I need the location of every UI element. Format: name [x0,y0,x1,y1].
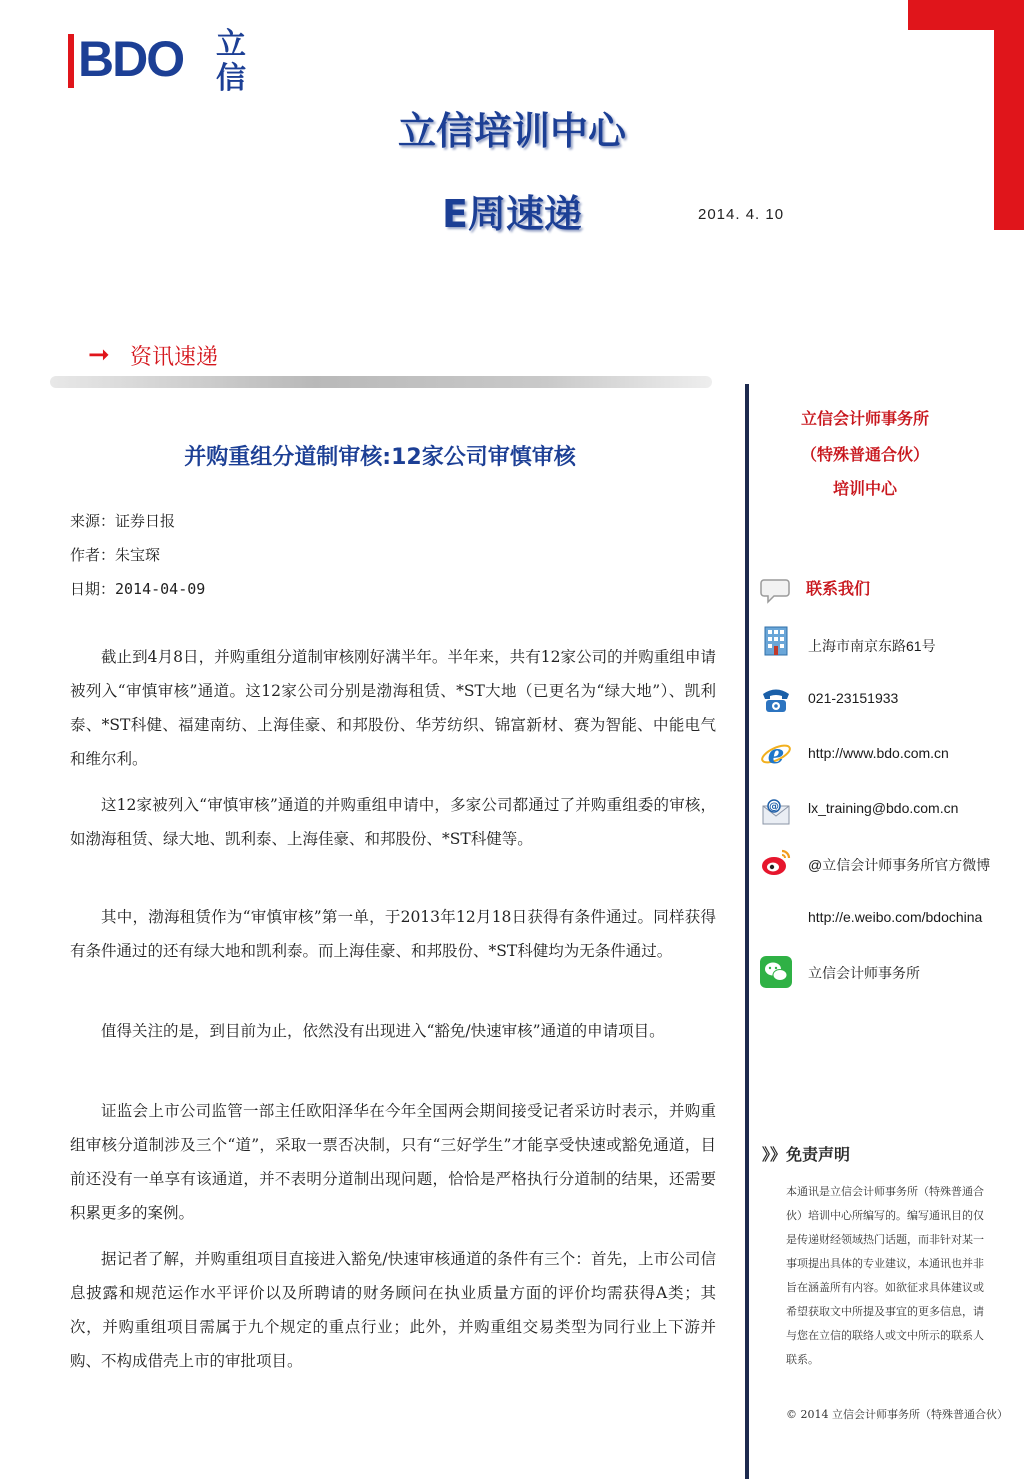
article-paragraph-5: 证监会上市公司监管一部主任欧阳泽华在今年全国两会期间接受记者采访时表示，并购重组审核分道制涉及三个“道”，采取一票否决制，只有“三好学生”才能享受快速或豁免通道，目前还没有一单享有该通道，并不表明分道制出现问题，恰恰是严格执行分道制的结果，还需要积累更多的案例。 [70,1102,716,1222]
article-date: 日期：2014-04-09 [70,580,206,598]
contact-weibo-url[interactable]: http://e.weibo.com/bdochina [808,909,983,925]
contact-website[interactable]: http://www.bdo.com.cn [808,745,949,761]
issue-date: 2014. 4. 10 [698,206,785,223]
svg-text:e: e [767,740,785,770]
article-paragraph-1: 截止到4月8日，并购重组分道制审核刚好满半年。半年来，共有12家公司的并购重组申请被列入“审慎审核”通道。这12家公司分别是渤海租赁、*ST大地（已更名为“绿大地”）、凯利泰、*ST科健、福建南纺、上海佳豪、和邦股份、华芳纺织、锦富新材、赛为智能、中能电气和维尔利。 [70,648,716,768]
article-title: 并购重组分道制审核:12家公司审慎审核 [184,445,576,470]
logo-text: BDO [78,31,184,87]
article-source: 来源：证券日报 [70,512,176,530]
svg-text:@: @ [769,801,779,813]
contact-address: 上海市南京东路61号 [808,638,936,654]
weibo-icon [760,846,792,878]
firm-type: （特殊普通合伙） [800,445,929,464]
section-divider [50,376,712,388]
disclaimer-heading: 》》免责声明 [762,1145,851,1164]
article-paragraph-2: 这12家被列入“审慎审核”通道的并购重组申请中，多家公司都通过了并购重组委的审核，如渤海租赁、绿大地、凯利泰、上海佳豪、和邦股份、*ST科健等。 [70,796,716,848]
contact-wechat: 立信会计师事务所 [808,965,920,981]
wechat-icon [760,956,792,988]
bdo-logo [68,28,268,100]
building-icon [760,624,792,656]
logo-red-bar [68,34,74,88]
article-paragraph-6: 据记者了解，并购重组项目直接进入豁免/快速审核通道的条件有三个：首先，上市公司信息披露和规范运作水平评价以及所聘请的财务顾问在执业质量方面的评价均需获得A类；其次，并购重组项目需属于九个规定的重点行业；此外，并购重组交易类型为同行业上下游并购、不构成借壳上市的审批项目。 [70,1250,716,1370]
chat-bubble-icon [760,574,792,606]
newsletter-title: 立信培训中心 [397,109,626,153]
article-paragraph-4: 值得关注的是，到目前为止，依然没有出现进入“豁免/快速审核”通道的申请项目。 [101,1022,665,1040]
firm-department: 培训中心 [832,479,897,498]
contact-phone: 021-23151933 [808,690,899,706]
email-icon [760,796,792,828]
arrow-right-icon: ➞ [88,340,110,370]
column-divider [745,384,749,1479]
article-paragraph-3: 其中，渤海租赁作为“审慎审核”第一单，于2013年12月18日获得有条件通过。同样获得有条件通过的还有绿大地和凯利泰。而上海佳豪、和邦股份、*ST科健均为无条件通过。 [70,908,716,960]
contact-weibo: @立信会计师事务所官方微博 [808,857,991,873]
contact-email[interactable]: lx_training@bdo.com.cn [808,800,959,816]
copyright-notice: © 2014 立信会计师事务所（特殊普通合伙） [786,1408,1008,1421]
newsletter-subtitle: E周速递 [442,192,582,236]
ie-browser-icon [760,738,792,770]
logo-cn-text: 立信 [216,27,246,96]
section-heading: 资讯速递 [130,345,219,370]
firm-name: 立信会计师事务所 [800,409,929,428]
article-author: 作者：朱宝琛 [70,546,161,564]
disclaimer-text: 本通讯是立信会计师事务所（特殊普通合伙）培训中心所编写的。编写通讯目的仅是传递财经领域热门话题，而非针对某一事项提出具体的专业建议，本通讯也并非旨在涵盖所有内容。如欲征求具体建议或希望获取文中所提及事宜的更多信息，请与您在立信的联络人或文中所示的联系人联系。 [786,1185,984,1366]
telephone-icon [760,684,792,716]
contact-heading: 联系我们 [806,579,871,598]
